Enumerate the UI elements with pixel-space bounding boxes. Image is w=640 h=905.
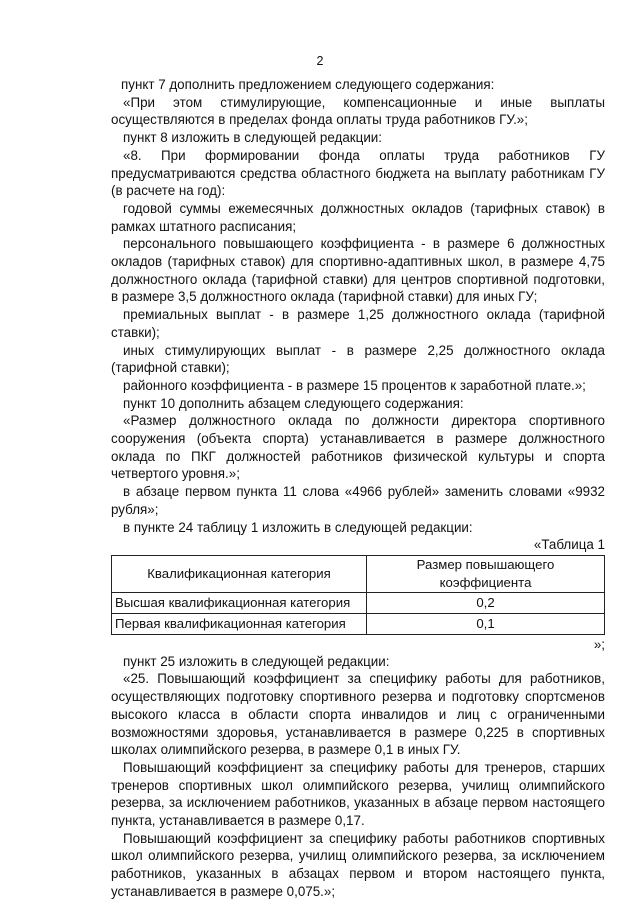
- table-header-category: Квалификационная категория: [112, 556, 367, 592]
- page-number: 2: [316, 54, 324, 68]
- paragraph: Повышающий коэффициент за специфику работы работников спортивных школ олимпийского резерва, училищ олимпийского резерва, за исключением работников, указанных в абзацах первом и втором настоящего пункта, устанавливается в размере 0,075.»;: [111, 830, 605, 899]
- paragraph: премиальных выплат - в размере 1,25 должностного оклада (тарифной ставки);: [111, 307, 605, 340]
- paragraph: иных стимулирующих выплат - в размере 2,25 должностного оклада (тарифной ставки);: [111, 342, 605, 376]
- paragraph: в пункте 24 таблицу 1 изложить в следующей редакции:: [123, 519, 473, 535]
- table-header-coefficient: Размер повышающего коэффициента: [367, 556, 605, 592]
- paragraph: пункт 25 изложить в следующей редакции:: [123, 653, 390, 669]
- paragraph: «При этом стимулирующие, компенсационные и иные выплаты осуществляются в пределах фонда оплаты труда работников ГУ.»;: [111, 94, 605, 128]
- document-body: [111, 76, 605, 901]
- table-row: [112, 592, 605, 613]
- table-cell-category: Высшая квалификационная категория: [112, 592, 367, 613]
- paragraph: районного коэффициента - в размере 15 процентов к заработной плате.»;: [123, 377, 586, 393]
- paragraph: «8. При формировании фонда оплаты труда работников ГУ предусматриваются средства областного бюджета на выплату работникам ГУ (в расчете на год):: [111, 147, 605, 199]
- table-cell-category: Первая квалификационная категория: [112, 613, 367, 634]
- paragraph: «25. Повышающий коэффициент за специфику работы для работников, осуществляющих подготовку спортивного резерва и подготовку спортсменов высокого класса в области спорта инвалидов и лиц с ограниченными возможностями здоровья, устанавливается в размере 0,225 в спортивных школах олимпийского резерва, в размере 0,1 в иных ГУ.: [111, 671, 605, 758]
- paragraph: «Размер должностного оклада по должности директора спортивного сооружения (объекта спорта) устанавливается в размере должностного оклада по ПКГ должностей работников физической культуры и спорта четвертого уровня.»;: [111, 413, 605, 482]
- paragraph: пункт 8 изложить в следующей редакции:: [123, 130, 382, 146]
- coefficient-table: [111, 555, 605, 634]
- table-row: [112, 613, 605, 634]
- paragraph: годовой суммы ежемесячных должностных окладов (тарифных ставок) в рамках штатного расписания;: [111, 200, 605, 234]
- paragraph: пункт 10 дополнить абзацем следующего содержания:: [123, 395, 464, 411]
- table-cell-coefficient: 0,1: [367, 613, 605, 634]
- paragraph: Повышающий коэффициент за специфику работы для тренеров, старших тренеров спортивных школ олимпийского резерва, училищ олимпийского резерва, за исключением работников, указанных в абзаце первом настоящего пункта, устанавливается в размере 0,17.: [111, 759, 605, 829]
- table-cell-coefficient: 0,2: [367, 592, 605, 613]
- table-closing-mark: »;: [593, 636, 605, 652]
- paragraph: персонального повышающего коэффициента - в размере 6 должностных окладов (тарифных ставок) для спортивно-адаптивных школ, в размере 4,75 должностного оклада (тарифной ставки) для центров спортивной подготовки, в размере 3,5 должностного оклада (тарифной ставки) для иных ГУ;: [111, 236, 605, 305]
- paragraph: пункт 7 дополнить предложением следующего содержания:: [121, 77, 495, 92]
- table-caption: «Таблица 1: [533, 537, 605, 553]
- table-header-row: [112, 556, 605, 592]
- paragraph: в абзаце первом пункта 11 слова «4966 рублей» заменить словами «9932 рубля»;: [111, 484, 605, 517]
